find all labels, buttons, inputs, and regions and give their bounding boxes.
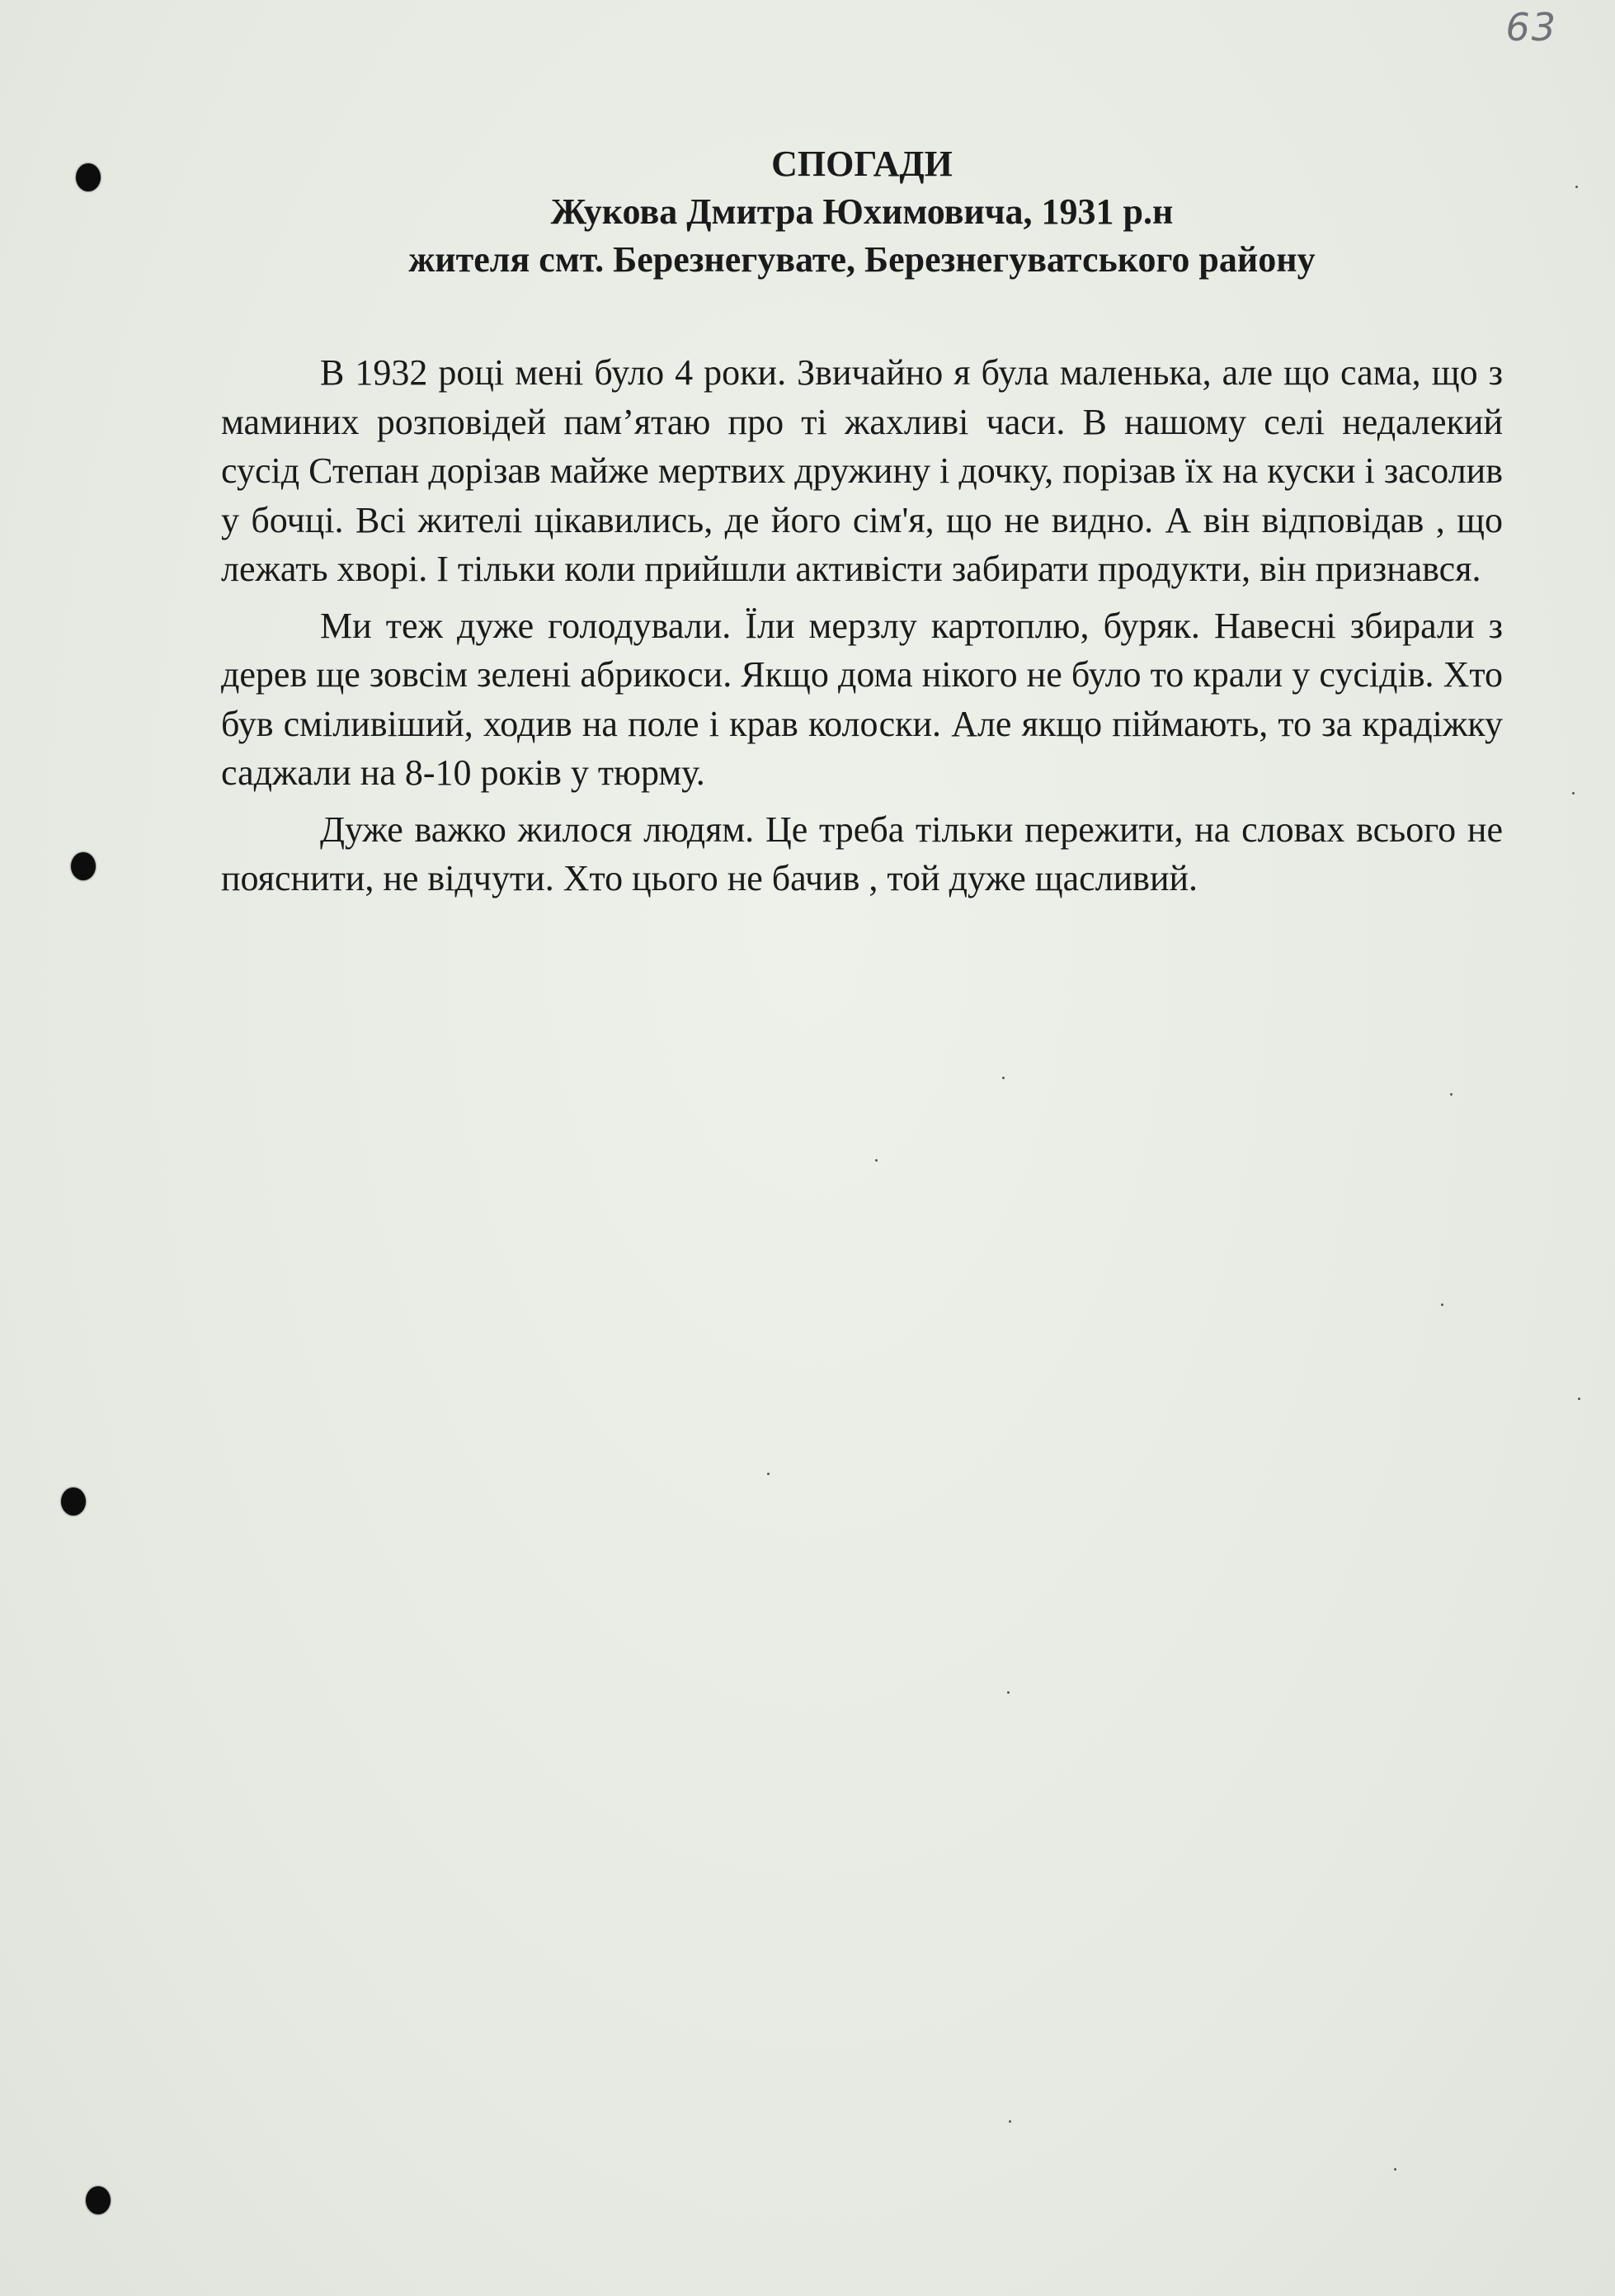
paper-speck bbox=[1450, 1093, 1453, 1096]
paper-speck bbox=[1575, 186, 1578, 188]
paper-speck bbox=[1578, 1398, 1580, 1400]
punch-hole bbox=[61, 1487, 86, 1516]
paper-speck bbox=[1002, 1077, 1005, 1079]
paper-speck bbox=[1009, 2120, 1011, 2123]
paper-speck bbox=[1007, 1691, 1010, 1694]
document-title: СПОГАДИ bbox=[771, 144, 953, 184]
paper-speck bbox=[1441, 1304, 1443, 1306]
paragraph: Дуже важко жилося людям. Це треба тільки пережити, на словах всього не пояснити, не відчути. Хто цього не бачив , той дуже щасливий. bbox=[221, 809, 1503, 898]
punch-hole bbox=[71, 852, 96, 880]
paper-speck bbox=[875, 1159, 878, 1162]
punch-hole bbox=[86, 2186, 111, 2214]
page-number: 63 bbox=[1505, 5, 1557, 50]
document-subtitle-name: Жукова Дмитра Юхимовича, 1931 р.н bbox=[550, 191, 1174, 232]
paper-speck bbox=[1394, 2168, 1396, 2171]
document-body bbox=[221, 348, 1503, 911]
paragraph: В 1932 році мені було 4 роки. Звичайно я була маленька, але що сама, що з маминих розповідей пам’ятаю про ті жахливі часи. В нашому селі недалекий сусід Степан дорізав майже мертвих дружину і дочку, порізав їх на куски і засолив у бочці. Всі жителі цікавились, де його сім'я, що не видно. А він відповідав , що лежать хворі. І тільки коли прийшли активісти забирати продукти, він признався. bbox=[221, 352, 1503, 589]
punch-hole bbox=[76, 163, 101, 191]
document-header bbox=[214, 140, 1509, 284]
document-subtitle-place: жителя смт. Березнегувате, Березнегуватського району bbox=[408, 239, 1316, 280]
paragraph: Ми теж дуже голодували. Їли мерзлу картоплю, буряк. Навесні збирали з дерев ще зовсім зелені абрикоси. Якщо дома нікого не було то крали у сусідів. Хто був сміливіший, ходив на поле і крав колоски. Але якщо піймають, то за крадіжку саджали на 8-10 років у тюрму. bbox=[221, 605, 1503, 793]
paper-speck bbox=[1572, 792, 1575, 794]
paper-speck bbox=[767, 1473, 770, 1475]
